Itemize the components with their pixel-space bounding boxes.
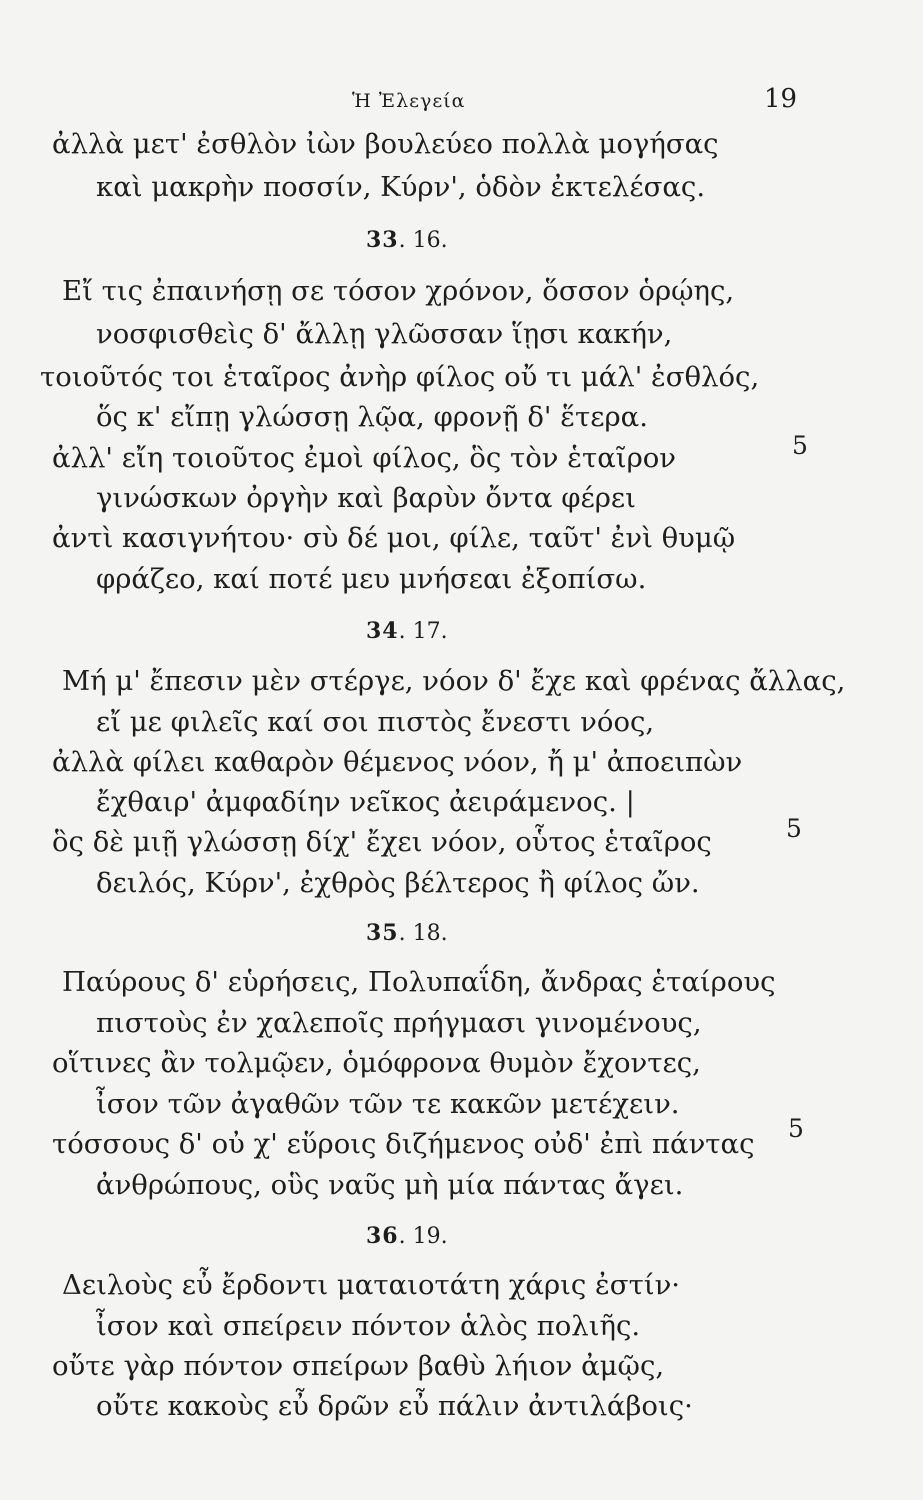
fragment-number: 35: [366, 920, 399, 946]
verse-line: φράζεο, καί ποτέ μευ μνήσεαι ἐξοπίσω.: [96, 563, 647, 595]
verse-line: ἀντὶ κασιγνήτου· σὺ δέ μοι, φίλε, ταῦτ' ἐνὶ θυμῷ: [52, 522, 736, 554]
verse-line: ἔχθαιρ' ἀμφαδίην νεῖκος ἀειράμενος. |: [96, 786, 635, 818]
verse-line: ἀλλὰ φίλει καθαρὸν θέμενος νόον, ἤ μ' ἀποειπὼν: [52, 746, 743, 778]
verse-line: οὔτε κακοὺς εὖ δρῶν εὖ πάλιν ἀντιλάβοις·: [96, 1390, 693, 1422]
verse-line: τοιοῦτός τοι ἑταῖρος ἀνὴρ φίλος οὔ τι μάλ' ἐσθλός,: [40, 361, 760, 393]
verse-line: ὃς δὲ μιῇ γλώσσῃ δίχ' ἔχει νόον, οὗτος ἑταῖρος: [52, 826, 712, 858]
verse-line: ἀλλὰ μετ' ἐσθλὸν ἰὼν βουλεύεο πολλὰ μογήσας: [52, 128, 719, 160]
fragment-subnumber: 16.: [412, 228, 448, 253]
verse-line: ἀνθρώπους, οὓς ναῦς μὴ μία πάντας ἄγει.: [96, 1169, 684, 1201]
fragment-heading: 36. 19.: [366, 1223, 448, 1249]
fragment-number: 33: [366, 227, 399, 253]
fragment-heading: 33. 16.: [366, 227, 448, 253]
verse-line: οἵτινες ἂν τολμῷεν, ὁμόφρονα θυμὸν ἔχοντες,: [52, 1047, 701, 1079]
verse-line: ἶσον τῶν ἀγαθῶν τῶν τε κακῶν μετέχειν.: [96, 1088, 680, 1120]
verse-line: ἶσον καὶ σπείρειν πόντον ἁλὸς πολιῆς.: [96, 1310, 641, 1342]
verse-line: νοσφισθεὶς δ' ἄλλῃ γλῶσσαν ἵῃσι κακήν,: [96, 318, 673, 350]
verse-line: δειλός, Κύρν', ἐχθρὸς βέλτερος ἢ φίλος ὤν.: [96, 867, 700, 899]
verse-line: ἀλλ' εἴη τοιοῦτος ἐμοὶ φίλος, ὃς τὸν ἑταῖρον: [52, 442, 677, 474]
line-number: 5: [786, 814, 802, 843]
verse-line: εἴ με φιλεῖς καί σοι πιστὸς ἔνεστι νόος,: [96, 706, 655, 738]
line-number: 5: [788, 1114, 804, 1143]
verse-line: Παύρους δ' εὑρήσεις, Πολυπαΐδη, ἄνδρας ἑταίρους: [62, 966, 776, 998]
fragment-subnumber: 19.: [412, 1224, 448, 1249]
fragment-heading: 34. 17.: [366, 618, 448, 644]
verse-line: ὅς κ' εἴπῃ γλώσσῃ λῷα, φρονῇ δ' ἕτερα.: [96, 401, 648, 433]
page-number: 19: [764, 84, 798, 114]
verse-line: γινώσκων ὀργὴν καὶ βαρὺν ὄντα φέρει: [96, 482, 636, 514]
running-title: Ἡ Ἐλεγεία: [352, 90, 466, 112]
verse-line: καὶ μακρὴν ποσσίν, Κύρν', ὁδὸν ἐκτελέσας.: [96, 171, 706, 203]
verse-line: πιστοὺς ἐν χαλεποῖς πρήγμασι γινομένους,: [96, 1007, 702, 1039]
running-head: [0, 84, 923, 114]
verse-line: Δειλοὺς εὖ ἔρδοντι ματαιοτάτη χάρις ἐστίν·: [62, 1269, 681, 1301]
fragment-number: 34: [366, 618, 399, 644]
fragment-number: 36: [366, 1223, 399, 1249]
fragment-subnumber: 17.: [412, 619, 448, 644]
verse-line: Εἴ τις ἐπαινήσῃ σε τόσον χρόνον, ὅσσον ὁρῴης,: [62, 275, 735, 307]
verse-line: Μή μ' ἔπεσιν μὲν στέργε, νόον δ' ἔχε καὶ φρένας ἄλλας,: [62, 665, 846, 697]
line-number: 5: [792, 431, 808, 460]
fragment-heading: 35. 18.: [366, 920, 448, 946]
fragment-subnumber: 18.: [412, 921, 448, 946]
verse-line: οὔτε γὰρ πόντον σπείρων βαθὺ λήιον ἀμῷς,: [52, 1350, 665, 1382]
verse-line: τόσσους δ' οὐ χ' εὕροις διζήμενος οὐδ' ἐπὶ πάντας: [52, 1128, 755, 1160]
